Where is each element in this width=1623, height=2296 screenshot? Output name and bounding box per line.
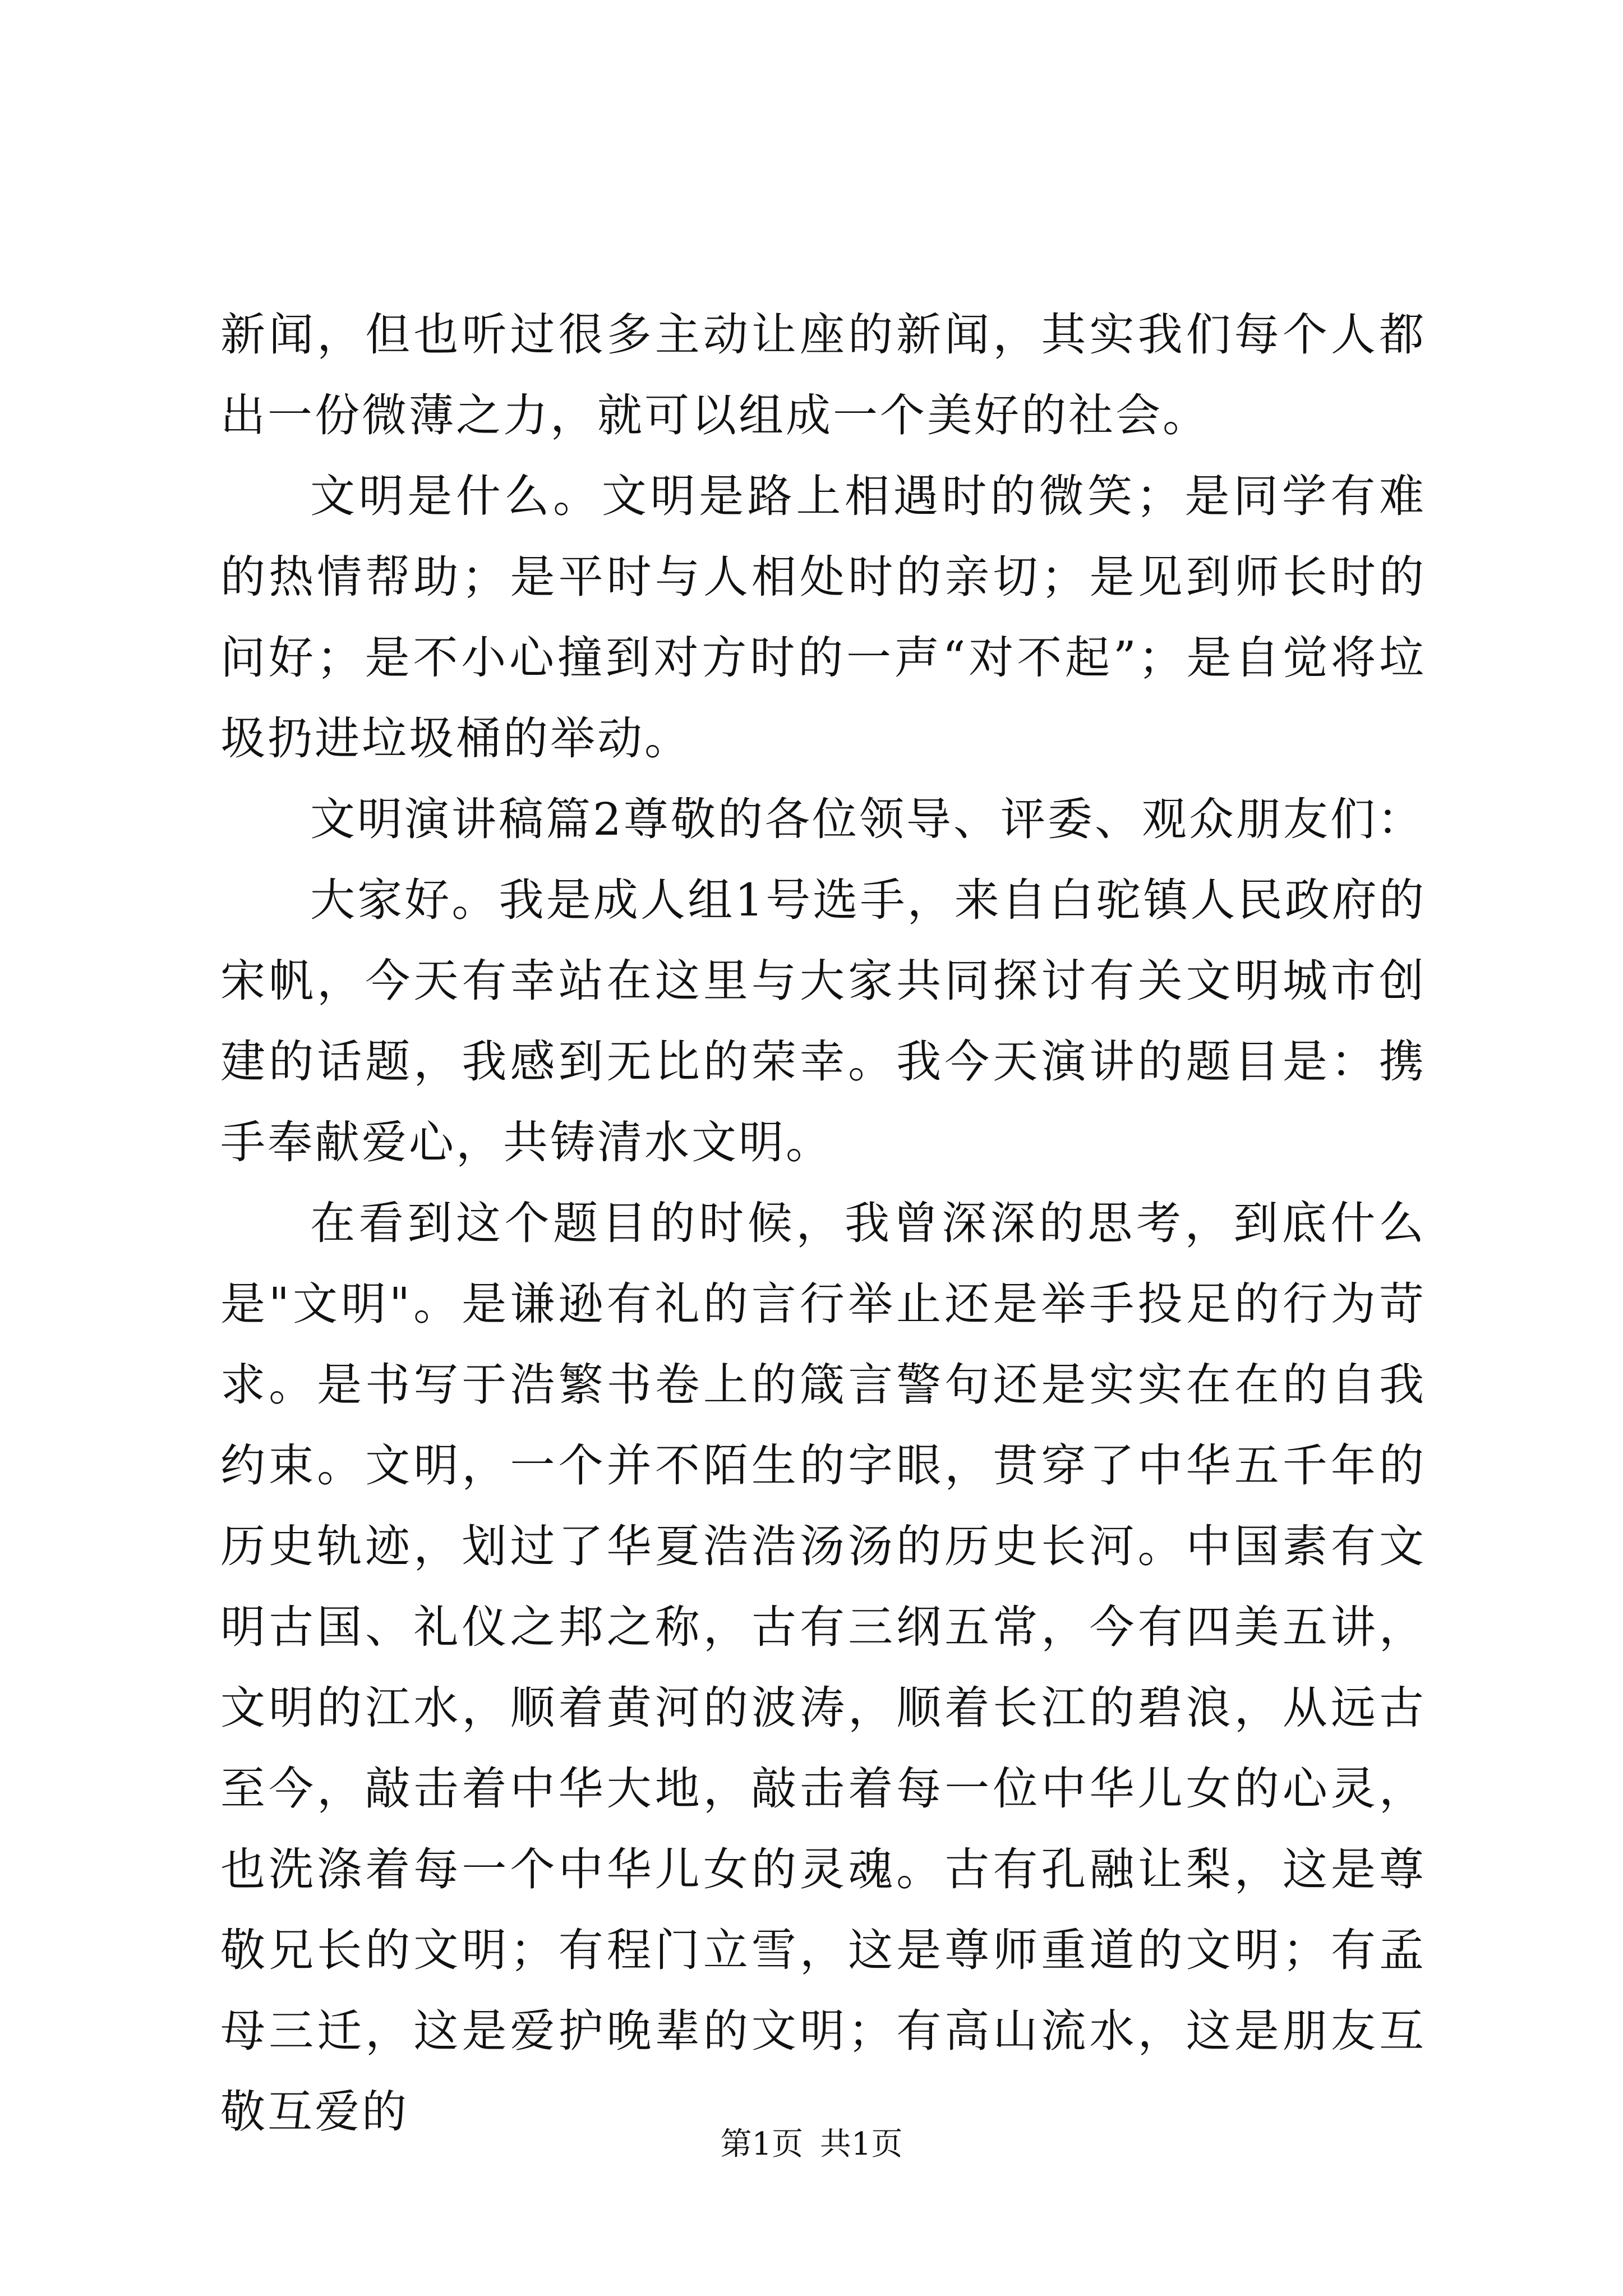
page-footer [0, 2125, 1623, 2164]
paragraph-2: 文明是什么。文明是路上相遇时的微笑；是同学有难的热情帮助；是平时与人相处时的亲切；是见到师长时的问好；是不小心撞到对方时的一声“对不起”；是自觉将垃圾扔进垃圾桶的举动。 [220, 470, 1426, 765]
paragraph-4: 大家好。我是成人组1号选手，来自白驼镇人民政府的宋帆，今天有幸站在这里与大家共同探讨有关文明城市创建的话题，我感到无比的荣幸。我今天演讲的题目是：携手奉献爱心，共铸清水文明。 [220, 874, 1426, 1168]
paragraph-1: 新闻，但也听过很多主动让座的新闻，其实我们每个人都出一份微薄之力，就可以组成一个美好的社会。 [220, 309, 1426, 441]
document-body [220, 295, 1426, 2152]
page-total: 共1页 [819, 2126, 903, 2162]
paragraph-5: 在看到这个题目的时候，我曾深深的思考，到底什么是"文明"。是谦逊有礼的言行举止还是举手投足的行为苛求。是书写于浩繁书卷上的箴言警句还是实实在在的自我约束。文明，一个并不陌生的字眼，贯穿了中华五千年的历史轨迹，划过了华夏浩浩汤汤的历史长河。中国素有文明古国、礼仪之邦之称，古有三纲五常，今有四美五讲，文明的江水，顺着黄河的波涛，顺着长江的碧浪，从远古至今，敲击着中华大地，敲击着每一位中华儿女的心灵，也洗涤着每一个中华儿女的灵魂。古有孔融让梨，这是尊敬兄长的文明；有程门立雪，这是尊师重道的文明；有孟母三迁，这是爱护晚辈的文明；有高山流水，这是朋友互敬互爱的 [220, 1197, 1426, 2138]
page-number: 第1页 [720, 2126, 804, 2162]
paragraph-3: 文明演讲稿篇2尊敬的各位领导、评委、观众朋友们： [310, 793, 1424, 845]
